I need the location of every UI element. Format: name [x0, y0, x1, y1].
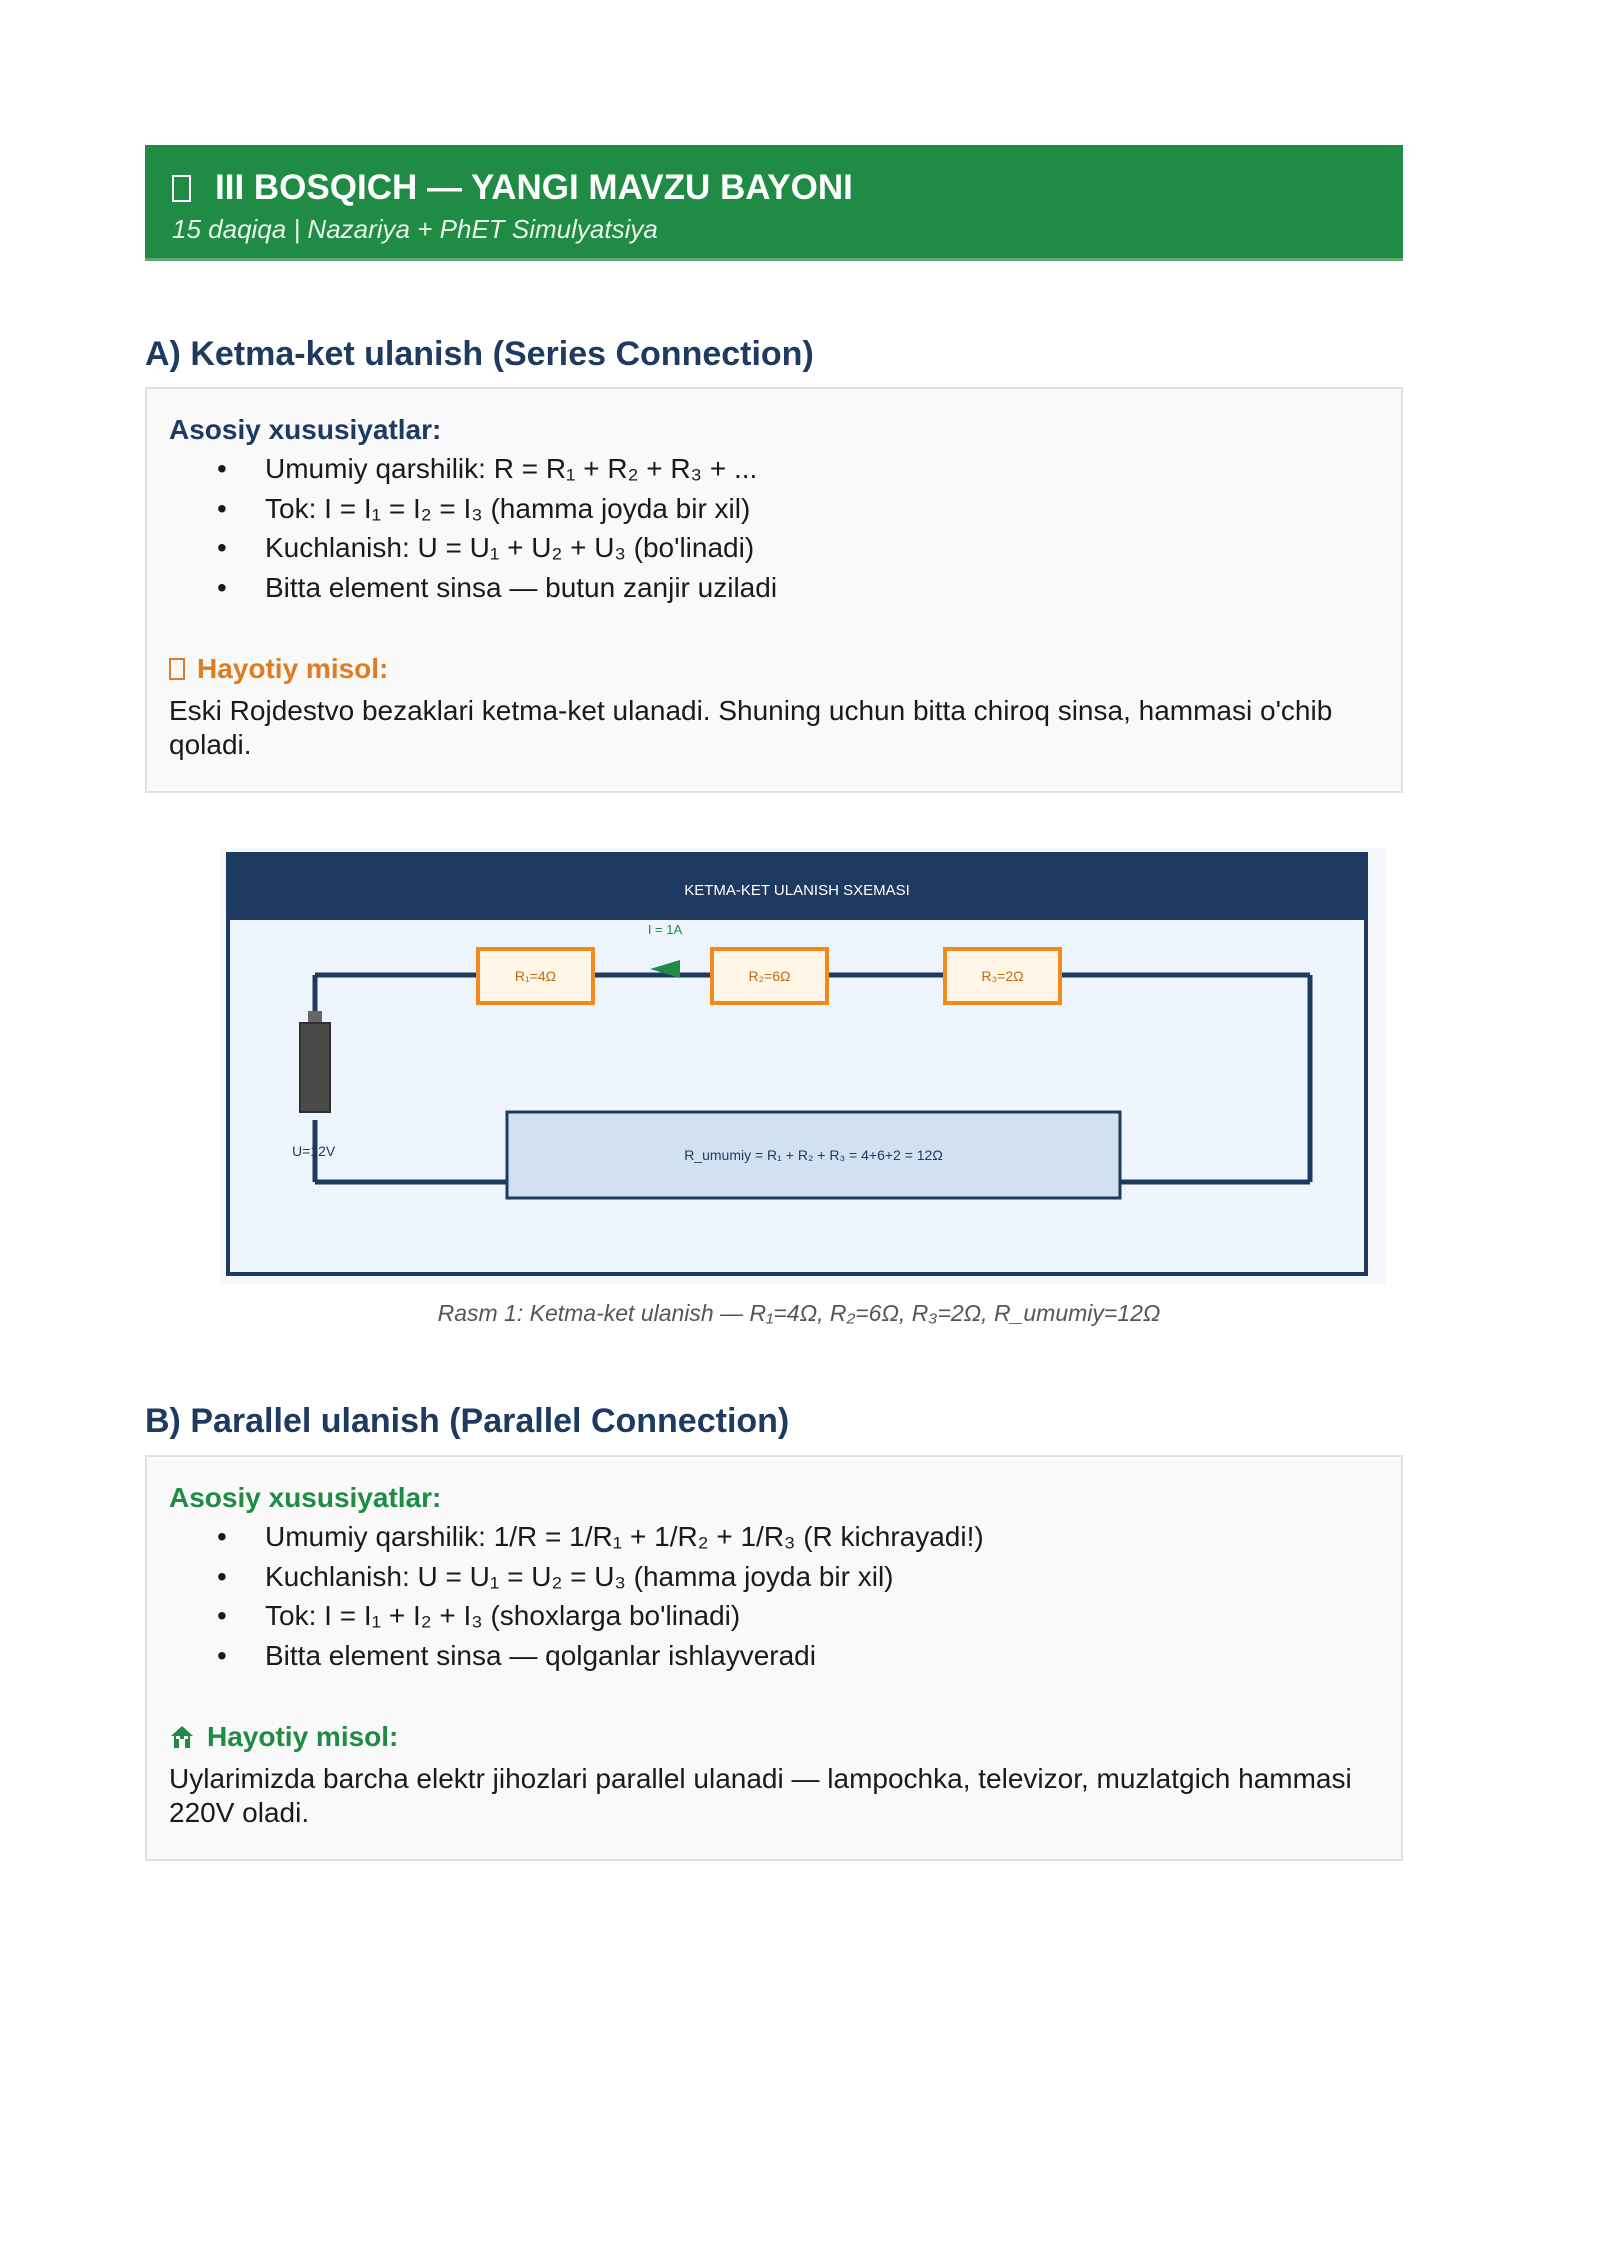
list-item: [169, 568, 1379, 608]
list-item: [169, 1636, 1379, 1676]
list-item-text: Bitta element sinsa — butun zanjir uziladi: [265, 571, 778, 603]
list-item: [169, 528, 1379, 568]
list-item-text: Bitta element sinsa — qolganlar ishlayveradi: [265, 1639, 816, 1671]
battery-terminal: [308, 1011, 322, 1023]
section-b-feature-list: [169, 1517, 1379, 1675]
section-a-features-label: Asosiy xususiyatlar:: [169, 414, 442, 445]
list-item: [169, 1517, 1379, 1557]
banner-title: III BOSQICH — YANGI MAVZU BAYONI: [215, 168, 853, 207]
bullet-icon: •: [217, 1560, 227, 1592]
list-item: [169, 449, 1379, 489]
bullet-icon: •: [217, 532, 227, 563]
list-item-text: Umumiy qarshilik: R = R₁ + R₂ + R₃ + ...: [265, 453, 758, 484]
section-b-example-label: Hayotiy misol:: [207, 1721, 399, 1752]
section-a-card: [145, 387, 1403, 793]
formula-text: R_umumiy = R₁ + R₂ + R₃ = 4+6+2 = 12Ω: [684, 1147, 943, 1163]
missing-glyph-icon: [169, 658, 185, 680]
section-banner: [145, 145, 1403, 261]
section-a-heading: A) Ketma-ket ulanish (Series Connection): [145, 335, 814, 373]
section-a-example-text: Eski Rojdestvo bezaklari ketma-ket ulanadi. Shuning uchun bitta chiroq sinsa, hammasi o'chib qoladi.: [169, 695, 1333, 760]
section-a-example-label: Hayotiy misol:: [197, 653, 389, 684]
bullet-icon: •: [217, 492, 227, 524]
resistor-r2-label: R₂=6Ω: [748, 968, 791, 984]
list-item-text: Umumiy qarshilik: 1/R = 1/R₁ + 1/R₂ + 1/R₃ (R kichrayadi!): [265, 1521, 984, 1552]
bullet-icon: •: [217, 571, 227, 603]
diagram-title: KETMA-KET ULANISH SXEMASI: [684, 882, 910, 899]
list-item: [169, 489, 1379, 529]
list-item-text: Tok: I = I₁ = I₂ = I₃ (hamma joyda bir xil): [265, 492, 751, 524]
bullet-icon: •: [217, 1639, 227, 1671]
bullet-icon: •: [217, 1600, 227, 1631]
house-icon: [169, 1724, 195, 1750]
list-item: [169, 1596, 1379, 1636]
banner-title-row: [172, 167, 1403, 209]
list-item-text: Tok: I = I₁ + I₂ + I₃ (shoxlarga bo'linadi): [265, 1600, 741, 1631]
section-b-card: [145, 1455, 1403, 1861]
section-b-example-text: Uylarimizda barcha elektr jihozlari parallel ulanadi — lampochka, televizor, muzlatgich hammasi 220V oladi.: [169, 1763, 1352, 1828]
section-b-heading: B) Parallel ulanish (Parallel Connection): [145, 1402, 790, 1440]
section-a-example-label-row: [169, 650, 1379, 688]
battery-icon: [300, 1023, 330, 1112]
resistor-r1-label: R₁=4Ω: [514, 968, 557, 984]
missing-glyph-icon: [172, 175, 191, 202]
resistor-r3-label: R₃=2Ω: [981, 968, 1024, 984]
banner-subtitle: 15 daqiqa | Nazariya + PhET Simulyatsiya: [172, 214, 658, 244]
figure-caption: Rasm 1: Ketma-ket ulanish — R₁=4Ω, R₂=6Ω, R₃=2Ω, R_umumiy=12Ω: [437, 1300, 1161, 1326]
series-circuit-diagram: [220, 848, 1386, 1284]
list-item: [169, 1557, 1379, 1597]
section-a-feature-list: [169, 449, 1379, 607]
section-b-example-label-row: [169, 1718, 1379, 1756]
bullet-icon: •: [217, 453, 227, 484]
current-label: I = 1A: [647, 922, 683, 937]
list-item-text: Kuchlanish: U = U₁ = U₂ = U₃ (hamma joyda bir xil): [265, 1560, 894, 1592]
voltage-label: U=12V: [292, 1143, 336, 1159]
section-b-features-label: Asosiy xususiyatlar:: [169, 1482, 442, 1513]
bullet-icon: •: [217, 1521, 227, 1552]
list-item-text: Kuchlanish: U = U₁ + U₂ + U₃ (bo'linadi): [265, 532, 755, 563]
